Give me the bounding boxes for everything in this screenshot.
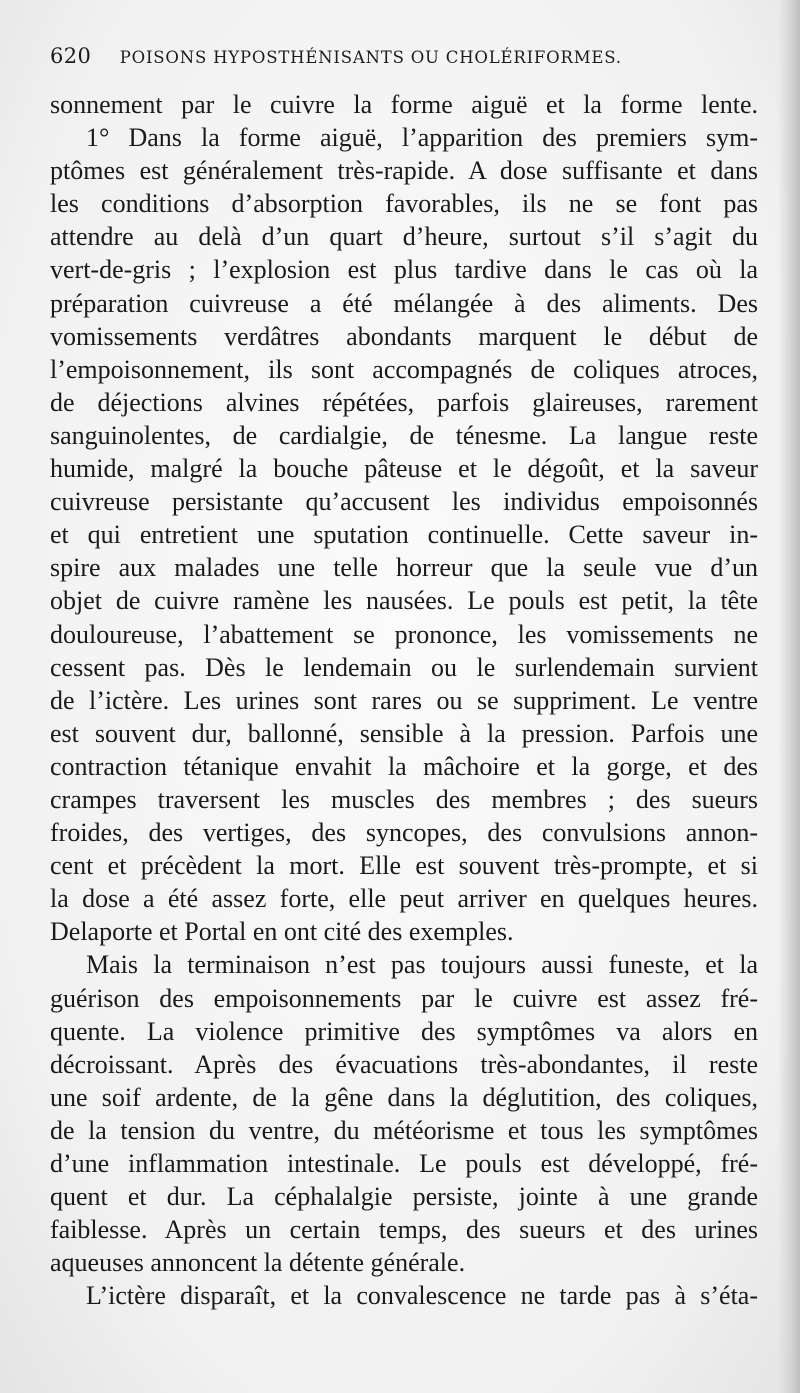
text-line: décroissant. Après des évacuations très-abondantes, il reste <box>50 1049 758 1079</box>
text-line: L’ictère disparaît, et la convalescence ne tarde pas à s’éta- <box>86 1281 758 1311</box>
text-line: Mais la terminaison n’est pas toujours aussi funeste, et la <box>86 950 758 980</box>
text-line: contraction tétanique envahit la mâchoire et la gorge, et des <box>50 751 758 781</box>
text-line: froides, des vertiges, des syncopes, des convulsions annon- <box>50 818 758 848</box>
text-line: cent et précèdent la mort. Elle est souvent très-prompte, et si <box>50 851 758 881</box>
running-header <box>50 44 770 68</box>
text-line: 1° Dans la forme aiguë, l’apparition des premiers sym- <box>86 123 758 153</box>
text-line: de déjections alvines répétées, parfois glaireuses, rarement <box>50 387 758 417</box>
text-line: de l’ictère. Les urines sont rares ou se suppriment. Le ventre <box>50 685 758 715</box>
text-line: d’une inflammation intestinale. Le pouls est développé, fré- <box>50 1149 758 1178</box>
text-line: sonnement par le cuivre la forme aiguë et la forme lente. <box>50 90 758 119</box>
text-line: crampes traversent les muscles des membres ; des sueurs <box>50 784 758 814</box>
text-line: les conditions d’absorption favorables, ils ne se font pas <box>50 189 758 219</box>
text-line: quent et dur. La céphalalgie persiste, jointe à une grande <box>50 1182 758 1212</box>
text-line: préparation cuivreuse a été mélangée à des aliments. Des <box>50 288 758 318</box>
text-line: sanguinolentes, de cardialgie, de ténesme. La langue reste <box>50 420 758 450</box>
text-line: faiblesse. Après un certain temps, des sueurs et des urines <box>50 1215 758 1245</box>
text-line: guérison des empoisonnements par le cuivre est assez fré- <box>50 983 758 1013</box>
text-line: cuivreuse persistante qu’accusent les individus empoisonnés <box>50 487 758 517</box>
text-line: vomissements verdâtres abondants marquent le début de <box>50 321 758 351</box>
text-line: Delaporte et Portal en ont cité des exemples. <box>50 917 514 947</box>
text-line: la dose a été assez forte, elle peut arriver en quelques heures. <box>50 884 758 914</box>
text-line: est souvent dur, ballonné, sensible à la pression. Parfois une <box>50 718 758 748</box>
text-line: douloureuse, l’abattement se prononce, les vomissements ne <box>50 619 758 649</box>
text-line: cessent pas. Dès le lendemain ou le surlendemain survient <box>50 652 758 682</box>
text-line: ptômes est généralement très-rapide. A dose suffisante et dans <box>50 156 758 186</box>
text-line: humide, malgré la bouche pâteuse et le dégoût, et la saveur <box>50 454 758 484</box>
text-line: quente. La violence primitive des symptômes va alors en <box>50 1016 758 1046</box>
text-line: l’empoisonnement, ils sont accompagnés de coliques atroces, <box>50 354 758 384</box>
text-line: et qui entretient une sputation continuelle. Cette saveur in- <box>50 520 758 550</box>
text-line: vert-de-gris ; l’explosion est plus tardive dans le cas où la <box>50 255 758 285</box>
text-line: objet de cuivre ramène les nausées. Le pouls est petit, la tête <box>50 586 758 616</box>
text-line: spire aux malades une telle horreur que la seule vue d’un <box>50 553 758 583</box>
text-line: aqueuses annoncent la détente générale. <box>50 1248 466 1278</box>
page-edge-shadow <box>778 0 800 1393</box>
text-line: de la tension du ventre, du météorisme et tous les symptômes <box>50 1115 758 1145</box>
running-title: POISONS HYPOSTHÉNISANTS OU CHOLÉRIFORMES. <box>119 48 622 67</box>
body-text <box>50 88 758 1312</box>
text-line: une soif ardente, de la gêne dans la déglutition, des coliques, <box>50 1082 758 1112</box>
page-number: 620 <box>50 44 92 68</box>
text-line: attendre au delà d’un quart d’heure, surtout s’il s’agit du <box>50 222 758 252</box>
